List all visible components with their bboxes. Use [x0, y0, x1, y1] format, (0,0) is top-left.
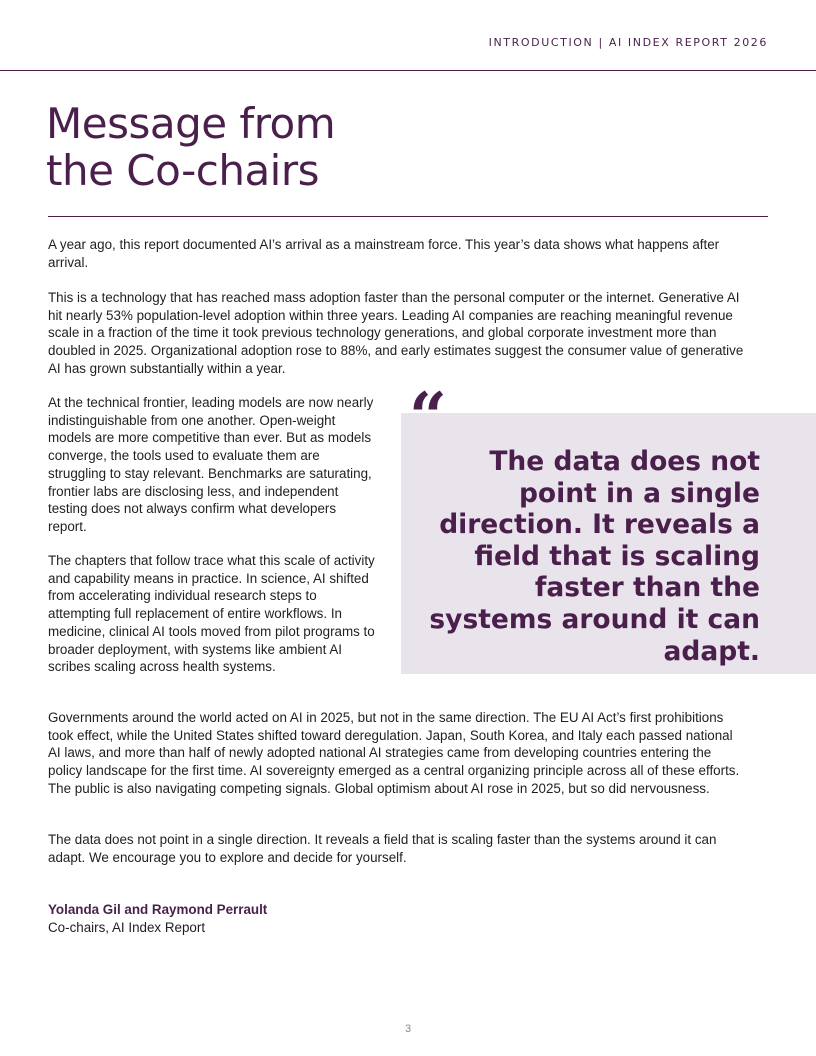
governments-paragraph: Governments around the world acted on AI in 2025, but not in the same direction. The EU AI Act’s first prohibitions took effect, while the United States shifted toward deregulation. Japan, South Korea, and Italy each passed national AI laws, and more than half of newly adopted national AI strategies came from developing countries entering the policy landscape for the first time. AI sovereignty emerged as a central organizing principle across all of these efforts. The public is also navigating competing signals. Global optimism about AI rose in 2025, but so did nervousness. — [48, 710, 740, 796]
header-divider — [0, 70, 816, 71]
page-number: 3 — [404, 1023, 412, 1035]
pull-quote-text: The data does not point in a single direction. It reveals a field that is scaling faster than the systems around it can adapt. — [429, 446, 760, 667]
page-title-line-2: the Co-chairs — [46, 146, 320, 195]
title-divider — [48, 216, 768, 217]
intro-paragraph: A year ago, this report documented AI’s arrival as a mainstream force. This year’s data shows what happens after arrival. — [48, 237, 720, 270]
technical-frontier-paragraph: At the technical frontier, leading models are now nearly indistinguishable from one another. Open-weight models are more competitive than ever. But as models converge, the tools used to evaluate them are struggling to stay relevant. Benchmarks are saturating, frontier labs are disclosing less, and independent testing does not always confirm what developers report. — [48, 395, 374, 534]
running-header: INTRODUCTION | AI INDEX REPORT 2026 — [488, 36, 768, 49]
signature-role: Co-chairs, AI Index Report — [48, 920, 206, 935]
chapters-paragraph: The chapters that follow trace what this scale of activity and capability means in practice. In science, AI shifted from accelerating individual research steps to attempting full replacement of entire workflows. In medicine, clinical AI tools moved from pilot programs to broader deployment, with systems like ambient AI scribes scaling across health systems. — [48, 553, 375, 675]
signature-names: Yolanda Gil and Raymond Perrault — [48, 902, 268, 917]
page-title-line-1: Message from — [46, 99, 336, 148]
page-title — [46, 100, 335, 194]
adoption-paragraph: This is a technology that has reached mass adoption faster than the personal computer or the internet. Generative AI hit nearly 53% population-level adoption within three years. Leading AI companies are reaching meaningful revenue scale in a fraction of the time it took previous technology generations, and global corporate investment more than doubled in 2025. Organizational adoption rose to 88%, and early estimates suggest the consumer value of generative AI has grown substantially within a year. — [48, 290, 744, 376]
quote-mark-icon: “ — [409, 378, 447, 456]
conclusion-paragraph: The data does not point in a single direction. It reveals a field that is scaling faster than the systems around it can adapt. We encourage you to explore and decide for yourself. — [48, 832, 717, 865]
